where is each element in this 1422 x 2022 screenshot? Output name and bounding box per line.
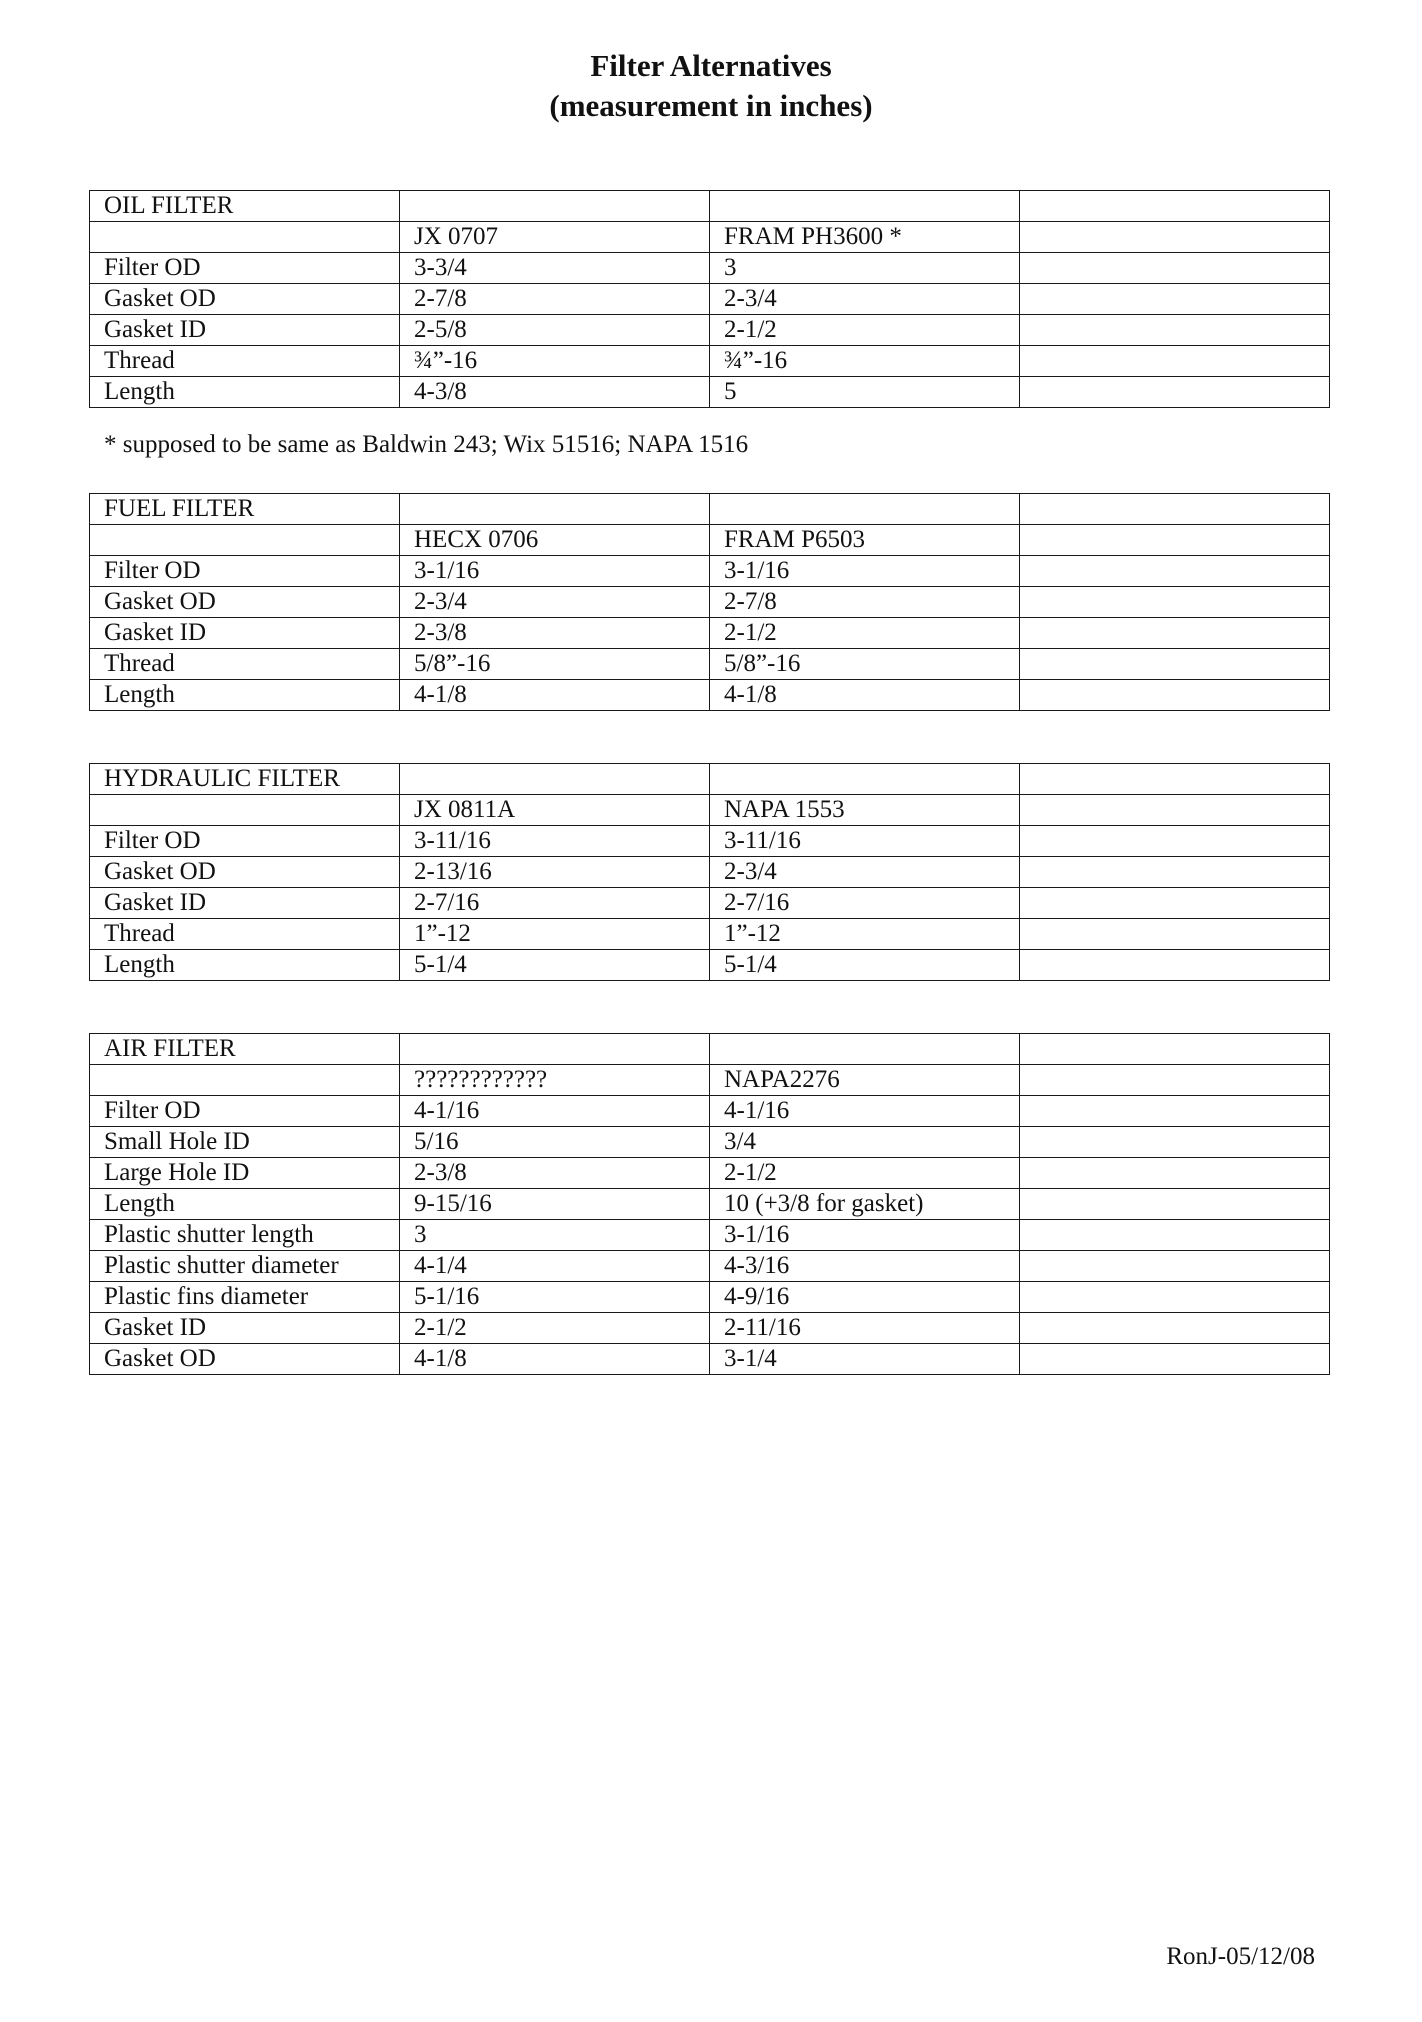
table-row (90, 857, 1330, 888)
empty-cell (1020, 556, 1330, 587)
section-heading-row (90, 494, 1330, 525)
empty-cell (400, 764, 710, 795)
table-row (90, 587, 1330, 618)
part-number-row (90, 795, 1330, 826)
table-row (90, 1220, 1330, 1251)
value-b: 5 (710, 377, 1020, 408)
empty-cell (710, 191, 1020, 222)
table-row (90, 950, 1330, 981)
measurement-label: Gasket ID (90, 888, 400, 919)
part-number-row (90, 525, 1330, 556)
value-b: 3 (710, 253, 1020, 284)
empty-cell (90, 1065, 400, 1096)
table-row (90, 1189, 1330, 1220)
value-a: 4-1/4 (400, 1251, 710, 1282)
author-date-signature: RonJ-05/12/08 (1166, 1943, 1315, 1970)
value-b: 3-1/16 (710, 1220, 1020, 1251)
empty-cell (1020, 764, 1330, 795)
value-b: 2-1/2 (710, 618, 1020, 649)
measurement-label: Thread (90, 346, 400, 377)
measurement-label: Gasket ID (90, 315, 400, 346)
table-row (90, 284, 1330, 315)
table-row (90, 1282, 1330, 1313)
filter-section-oil (89, 190, 1330, 408)
value-a: 2-5/8 (400, 315, 710, 346)
value-b: 4-9/16 (710, 1282, 1020, 1313)
empty-cell (1020, 649, 1330, 680)
filter-section-air (89, 1033, 1330, 1375)
measurement-label: Small Hole ID (90, 1127, 400, 1158)
oil-filter-footnote: * supposed to be same as Baldwin 243; Wix 51516; NAPA 1516 (104, 431, 749, 458)
filter-section-hydraulic (89, 763, 1330, 981)
value-b: 4-1/16 (710, 1096, 1020, 1127)
table-row (90, 1313, 1330, 1344)
table-row (90, 315, 1330, 346)
value-b: 2-7/8 (710, 587, 1020, 618)
table-row (90, 1251, 1330, 1282)
empty-cell (1020, 1158, 1330, 1189)
table-row (90, 1344, 1330, 1375)
value-b: 4-1/8 (710, 680, 1020, 711)
value-b: 10 (+3/8 for gasket) (710, 1189, 1020, 1220)
value-b: 1”-12 (710, 919, 1020, 950)
measurement-label: Gasket OD (90, 1344, 400, 1375)
value-b: 2-3/4 (710, 284, 1020, 315)
value-a: 3 (400, 1220, 710, 1251)
filter-table (89, 763, 1330, 981)
measurement-label: Gasket ID (90, 618, 400, 649)
measurement-label: Large Hole ID (90, 1158, 400, 1189)
empty-cell (1020, 888, 1330, 919)
value-b: 3/4 (710, 1127, 1020, 1158)
table-row (90, 618, 1330, 649)
value-b: 2-1/2 (710, 1158, 1020, 1189)
measurement-label: Length (90, 950, 400, 981)
measurement-label: Plastic shutter length (90, 1220, 400, 1251)
value-a: 4-1/8 (400, 1344, 710, 1375)
value-a: 4-3/8 (400, 377, 710, 408)
value-b: 2-1/2 (710, 315, 1020, 346)
empty-cell (1020, 680, 1330, 711)
value-a: 4-1/8 (400, 680, 710, 711)
value-a: 5/8”-16 (400, 649, 710, 680)
value-b: 5-1/4 (710, 950, 1020, 981)
empty-cell (1020, 1344, 1330, 1375)
title-line-2: (measurement in inches) (549, 88, 873, 123)
measurement-label: Gasket OD (90, 587, 400, 618)
table-row (90, 1096, 1330, 1127)
value-a: 5/16 (400, 1127, 710, 1158)
value-a: 2-13/16 (400, 857, 710, 888)
table-row (90, 346, 1330, 377)
measurement-label: Filter OD (90, 826, 400, 857)
empty-cell (90, 525, 400, 556)
value-b: 2-3/4 (710, 857, 1020, 888)
empty-cell (1020, 525, 1330, 556)
part-number-b: FRAM P6503 (710, 525, 1020, 556)
empty-cell (1020, 950, 1330, 981)
empty-cell (1020, 1096, 1330, 1127)
part-number-b: NAPA 1553 (710, 795, 1020, 826)
empty-cell (400, 494, 710, 525)
empty-cell (1020, 377, 1330, 408)
filter-section-fuel (89, 493, 1330, 711)
empty-cell (1020, 346, 1330, 377)
empty-cell (1020, 795, 1330, 826)
measurement-label: Filter OD (90, 556, 400, 587)
part-number-b: NAPA2276 (710, 1065, 1020, 1096)
part-number-row (90, 1065, 1330, 1096)
empty-cell (1020, 494, 1330, 525)
empty-cell (1020, 315, 1330, 346)
table-row (90, 253, 1330, 284)
empty-cell (1020, 1313, 1330, 1344)
measurement-label: Gasket ID (90, 1313, 400, 1344)
value-a: 4-1/16 (400, 1096, 710, 1127)
empty-cell (1020, 1220, 1330, 1251)
measurement-label: Filter OD (90, 1096, 400, 1127)
empty-cell (1020, 1034, 1330, 1065)
value-b: 2-7/16 (710, 888, 1020, 919)
value-a: 3-3/4 (400, 253, 710, 284)
table-row (90, 919, 1330, 950)
part-number-a: ???????????? (400, 1065, 710, 1096)
empty-cell (1020, 1127, 1330, 1158)
empty-cell (1020, 618, 1330, 649)
section-heading-row (90, 1034, 1330, 1065)
table-row (90, 649, 1330, 680)
value-a: 3-1/16 (400, 556, 710, 587)
section-heading: HYDRAULIC FILTER (90, 764, 400, 795)
filter-table (89, 493, 1330, 711)
value-a: 2-1/2 (400, 1313, 710, 1344)
empty-cell (1020, 857, 1330, 888)
empty-cell (1020, 284, 1330, 315)
empty-cell (1020, 919, 1330, 950)
measurement-label: Thread (90, 649, 400, 680)
empty-cell (1020, 222, 1330, 253)
value-b: 3-1/4 (710, 1344, 1020, 1375)
measurement-label: Thread (90, 919, 400, 950)
value-b: 3-11/16 (710, 826, 1020, 857)
section-heading: OIL FILTER (90, 191, 400, 222)
value-a: 2-3/8 (400, 1158, 710, 1189)
empty-cell (1020, 1065, 1330, 1096)
value-b: 3-1/16 (710, 556, 1020, 587)
section-heading: AIR FILTER (90, 1034, 400, 1065)
empty-cell (90, 222, 400, 253)
value-a: 1”-12 (400, 919, 710, 950)
section-heading-row (90, 191, 1330, 222)
measurement-label: Plastic fins diameter (90, 1282, 400, 1313)
measurement-label: Length (90, 1189, 400, 1220)
table-row (90, 1127, 1330, 1158)
measurement-label: Length (90, 680, 400, 711)
measurement-label: Gasket OD (90, 857, 400, 888)
measurement-label: Filter OD (90, 253, 400, 284)
filter-table (89, 1033, 1330, 1375)
value-a: 9-15/16 (400, 1189, 710, 1220)
table-row (90, 888, 1330, 919)
part-number-row (90, 222, 1330, 253)
value-a: 5-1/4 (400, 950, 710, 981)
section-heading: FUEL FILTER (90, 494, 400, 525)
measurement-label: Length (90, 377, 400, 408)
value-b: 4-3/16 (710, 1251, 1020, 1282)
empty-cell (1020, 1189, 1330, 1220)
value-a: 3-11/16 (400, 826, 710, 857)
empty-cell (400, 191, 710, 222)
value-a: 2-7/16 (400, 888, 710, 919)
empty-cell (1020, 1251, 1330, 1282)
section-heading-row (90, 764, 1330, 795)
value-a: 2-3/8 (400, 618, 710, 649)
filter-table (89, 190, 1330, 408)
measurement-label: Gasket OD (90, 284, 400, 315)
empty-cell (1020, 1282, 1330, 1313)
measurement-label: Plastic shutter diameter (90, 1251, 400, 1282)
table-row (90, 826, 1330, 857)
value-b: ¾”-16 (710, 346, 1020, 377)
empty-cell (710, 764, 1020, 795)
table-row (90, 556, 1330, 587)
table-row (90, 1158, 1330, 1189)
part-number-a: JX 0811A (400, 795, 710, 826)
empty-cell (90, 795, 400, 826)
document-title (0, 46, 1422, 126)
value-a: 5-1/16 (400, 1282, 710, 1313)
empty-cell (710, 494, 1020, 525)
empty-cell (1020, 253, 1330, 284)
part-number-a: HECX 0706 (400, 525, 710, 556)
part-number-a: JX 0707 (400, 222, 710, 253)
table-row (90, 680, 1330, 711)
empty-cell (400, 1034, 710, 1065)
empty-cell (710, 1034, 1020, 1065)
empty-cell (1020, 191, 1330, 222)
value-a: 2-7/8 (400, 284, 710, 315)
title-line-1: Filter Alternatives (590, 48, 832, 83)
table-row (90, 377, 1330, 408)
value-a: 2-3/4 (400, 587, 710, 618)
empty-cell (1020, 826, 1330, 857)
value-a: ¾”-16 (400, 346, 710, 377)
value-b: 5/8”-16 (710, 649, 1020, 680)
value-b: 2-11/16 (710, 1313, 1020, 1344)
empty-cell (1020, 587, 1330, 618)
part-number-b: FRAM PH3600 * (710, 222, 1020, 253)
